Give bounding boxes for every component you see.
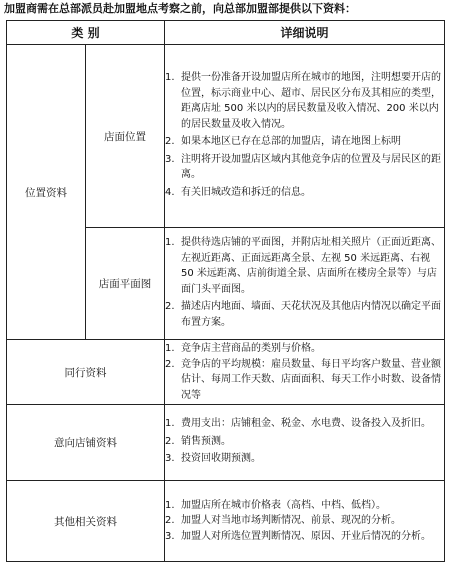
item-text: 销售预测。 <box>181 435 231 447</box>
item-text: 描述店内地面、墙面、天花状况及其他店内情况以确定平面布置方案。 <box>181 301 441 328</box>
list-item <box>165 357 444 404</box>
detail-intended-store <box>165 405 445 481</box>
item-number: 2. <box>165 515 175 527</box>
category-peer: 同行资料 <box>7 340 165 405</box>
item-text: 加盟店所在城市价格表（高档、中档、低档）。 <box>181 499 386 511</box>
list-item <box>165 513 444 529</box>
item-number: 1. <box>165 343 175 354</box>
list-item <box>165 70 444 132</box>
item-text: 加盟人对所选位置判断情况、原因、开业后情况的分析。 <box>181 530 431 542</box>
item-number: 3. <box>165 153 175 165</box>
item-text: 如果本地区已存在总部的加盟店，请在地图上标明 <box>181 136 401 147</box>
item-number: 3. <box>165 530 175 542</box>
list-item <box>165 185 444 201</box>
table-row <box>7 45 445 228</box>
detail-list <box>165 341 444 403</box>
table-row <box>7 405 445 481</box>
list-item <box>165 299 444 330</box>
item-number: 2. <box>165 136 175 147</box>
item-number: 2. <box>165 358 175 370</box>
detail-store-plan <box>165 228 445 340</box>
item-number: 1. <box>165 237 175 248</box>
item-number: 2. <box>165 435 175 447</box>
detail-other <box>165 481 445 562</box>
list-item <box>165 152 444 183</box>
header-detail: 详细说明 <box>165 21 445 45</box>
item-number: 2. <box>165 301 175 312</box>
detail-list <box>165 235 444 330</box>
list-item <box>165 529 444 545</box>
intro-text: 加盟商需在总部派员赴加盟地点考察之前，向总部加盟部提供以下资料： <box>4 2 356 15</box>
item-text: 投资回收期预测。 <box>181 453 261 465</box>
item-text: 费用支出：店铺租金、税金、水电费、设备投入及折旧。 <box>181 418 431 430</box>
item-text: 提供一份准备开设加盟店所在城市的地图，注明想要开店的位置，标示商业中心、超市、居民区分布及其相应的类型，距离店址 500 米以内的居民数量及收入情况、200 米以内的居民数量及收入情况。 <box>181 72 441 130</box>
item-number: 1. <box>165 72 175 83</box>
item-text: 加盟人对当地市场判断情况、前景、现况的分析。 <box>181 515 401 527</box>
item-number: 3. <box>165 453 175 465</box>
subcategory-store-plan: 店面平面图 <box>86 228 165 340</box>
list-item <box>165 498 444 514</box>
detail-list <box>165 498 444 545</box>
list-item <box>165 134 444 150</box>
item-text: 提供待选店铺的平面图，并附店址相关照片（正面近距离、左视近距离、正面远距离全景、左视 50 米远距离、右视 50 米远距离、店前街道全景、店面所在楼房全景等）与店面门头平面图。 <box>181 237 441 295</box>
list-item <box>165 451 444 467</box>
list-item <box>165 341 444 357</box>
detail-peer <box>165 340 445 405</box>
item-text: 竞争店的平均规模：雇员数量、每日平均客户数量、营业额估计、每周工作天数、店面面积、每天工作小时数、设备情况等 <box>181 358 441 401</box>
category-other: 其他相关资料 <box>7 481 165 562</box>
list-item <box>165 235 444 297</box>
table-header-row <box>7 21 445 45</box>
list-item <box>165 434 444 450</box>
table-row <box>7 340 445 405</box>
detail-list <box>165 416 444 467</box>
detail-list <box>165 70 444 200</box>
list-item <box>165 416 444 432</box>
category-intended-store: 意向店铺资料 <box>7 405 165 481</box>
header-category: 类 别 <box>7 21 165 45</box>
item-text: 注明将开设加盟店区域内其他竞争店的位置及与居民区的距离。 <box>181 153 441 180</box>
item-text: 有关旧城改造和拆迁的信息。 <box>181 186 311 198</box>
requirements-table <box>6 20 445 562</box>
subcategory-store-position: 店面位置 <box>86 45 165 228</box>
table-row <box>7 481 445 562</box>
item-number: 4. <box>165 186 175 198</box>
detail-store-position <box>165 45 445 228</box>
item-number: 1. <box>165 499 175 511</box>
item-text: 竞争店主营商品的类别与价格。 <box>181 343 321 354</box>
category-location: 位置资料 <box>7 45 86 340</box>
item-number: 1. <box>165 418 175 430</box>
